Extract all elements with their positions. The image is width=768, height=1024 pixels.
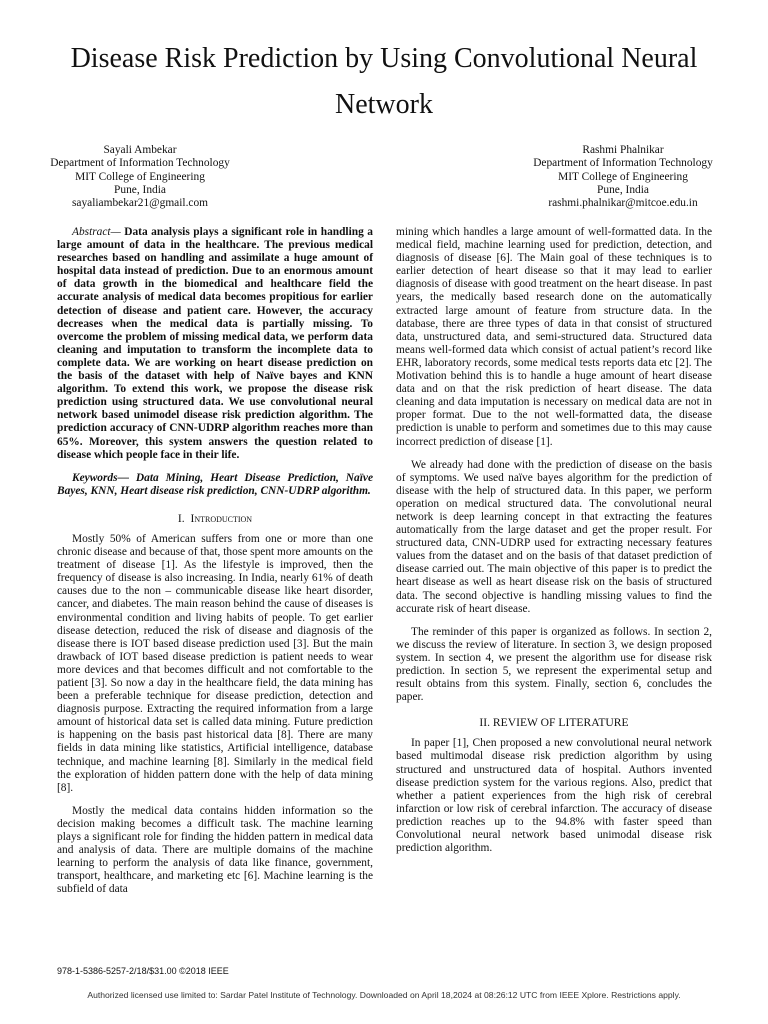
abstract <box>57 226 373 462</box>
paragraph: Mostly the medical data contains hidden information so the decision making becomes a difficult task. The machine learning plays a significant role for finding the hidden pattern in medical data and analysis of data. There are multiple domains of the machine learning to perform the analysis of data like finance, government, transport, healthcare, and marketing etc [6]. Machine learning is the subfield of data <box>57 804 373 896</box>
author-college: MIT College of Engineering <box>75 170 205 183</box>
paragraph: The reminder of this paper is organized as follows. In section 2, we discuss the review of literature. In section 3, we design proposed system. In section 4, we present the algorithm use for disease risk prediction. In section 5, we represent the experimental setup and result obtains from this system. Finally, section 6, concludes the paper. <box>396 625 712 704</box>
keywords-lead: Keywords— <box>72 471 129 484</box>
paragraph: mining which handles a large amount of well-formatted data. In the medical field, machine learning used for prediction, detection, and diagnosis of disease [6]. The Main goal of these techniques is to earlier detection of heart disease so that it may lead to earlier diagnosis of disease with good treatment on the heart disease. In past years, the medically based research done on the automatically extracted large amount of feature from structure data. In the database, there are three types of data in that consist of structured data, unstructured data, and semi-structured data. Structured data means well-formed data which consist of actual patient’s record like EHR, laboratory records, some medical tests reports data etc [2]. The Motivation behind this is to handle a huge amount of heart disease data and on that the risk prediction of heart disease. The data cleaning and data imputation is necessary on medical data are not in proper format. Due to the not well-formatted data, the disease prediction is unable to perform and sometimes due to this may cause incorrect prediction of disease [1]. <box>396 226 712 448</box>
author-email: rashmi.phalnikar@mitcoe.edu.in <box>548 197 698 210</box>
section-heading-introduction <box>57 512 373 525</box>
section-heading-review: II. REVIEW OF LITERATURE <box>479 716 629 730</box>
author-department: Department of Information Technology <box>50 157 230 170</box>
author-email: sayaliambekar21@gmail.com <box>71 197 209 210</box>
right-column <box>396 226 712 865</box>
left-column <box>57 226 373 907</box>
author-department: Department of Information Technology <box>533 157 713 170</box>
copyright-footer: 978-1-5386-5257-2/18/$31.00 ©2018 IEEE <box>57 966 229 976</box>
paragraph: Mostly 50% of American suffers from one or more than one chronic disease and because of that, those spent more amounts on the treatment of disease [1]. As the lifestyle is improved, then the frequency of disease is also increasing. In India, nearly 61% of death causes due to the non – communicable disease like heart disorder, cancer, and diabetes. The main reason behind the cause of diseases is environmental condition and living habits of people. To get earlier disease detection, reduced the risk of disease and diagnosis of the disease there is IOT based disease prediction used [3]. But the main drawback of IOT based disease prediction is patient needs to wear more devices and that becomes difficult and not comfortable to the patient [3]. So now a day in the healthcare field, the data mining has been a preferable technique for disease prediction, detection and diagnosis purpose. Extracting the required information from a large amount of historical data set is called data mining. Future prediction is happening on the basis past historical data [8]. There are many fields in data mining like statistics, Artificial intelligence, database technique, and machine learning [8]. Similarly in the medical field the exploration of hidden pattern done with the help of data mining [8]. <box>57 532 373 794</box>
keywords-text: Data Mining, Heart Disease Prediction, Naïve Bayes, KNN, Heart disease risk prediction, CNN-UDRP algorithm. <box>57 471 373 497</box>
author-location: Pune, India <box>597 183 649 196</box>
paragraph: In paper [1], Chen proposed a new convolutional neural network based multimodal disease risk prediction algorithm by using structured and unstructured data of hospital. Authors invented disease prediction system for the various regions. Also, predict that whether a patient experiences from the high risk of cerebral infarction or low risk of cerebral infarction. The accuracy of disease prediction reaches up to the 94.8% with faster speed than Convolutional neural network based unimodal disease risk prediction algorithm. <box>396 737 712 855</box>
abstract-text: Data analysis plays a significant role in handling a large amount of data in the healthcare. The previous medical researches based on handling and assimilate a huge amount of hospital data instead of prediction. Due to an enormous amount of data growth in the biomedical and healthcare field the accurate analysis of medical data becomes propitious for earlier detection of disease and patient care. However, the accuracy decreases when the medical data is partially missing. To overcome the problem of missing medical data, we perform data cleaning and imputation to transform the incomplete data to complete data. We are working on heart disease prediction on the basis of the dataset with help of Naïve bayes and KNN algorithm. To extend this work, we propose the disease risk prediction using structured data. We use convolutional neural network based unimodel disease risk prediction algorithm. The prediction accuracy of CNN-UDRP algorithm reaches more than 65%. Moreover, this system answers the question related to disease which people face in their life. <box>57 226 373 461</box>
paper-title: Disease Risk Prediction by Using Convolutional Neural Network <box>70 43 698 120</box>
author-name: Sayali Ambekar <box>103 144 177 156</box>
author-block-2 <box>493 144 753 210</box>
section-number: I. <box>177 511 185 525</box>
section-title: Introduction <box>190 511 253 525</box>
author-college: MIT College of Engineering <box>558 170 688 183</box>
paragraph: We already had done with the prediction of disease on the basis of symptoms. We used naïve bayes algorithm for the prediction of disease with the help of structured data. In this paper, we perform operation on medical structured data. The convolutional neural network is deep learning concept in that extracting the features automatically from the large dataset and get the proper result. For structured data, CNN-UDRP used for extracting necessary features values from the dataset and on the basis of that dataset prediction of disease carried out. The main objective of this paper is to predict the heart disease as well as heart disease risk on the basis of structured data. The second objective is handling missing values to find the accurate risk of heart disease. <box>396 458 712 615</box>
author-block-1 <box>10 144 270 210</box>
keywords <box>57 472 373 498</box>
abstract-lead: Abstract— <box>72 226 121 238</box>
author-location: Pune, India <box>114 183 166 196</box>
author-name: Rashmi Phalnikar <box>582 144 664 156</box>
authorized-use-notice: Authorized licensed use limited to: Sardar Patel Institute of Technology. Downloaded on April 18,2024 at 08:26:12 UTC from IEEE Xplore. Restrictions apply. <box>87 990 681 1000</box>
